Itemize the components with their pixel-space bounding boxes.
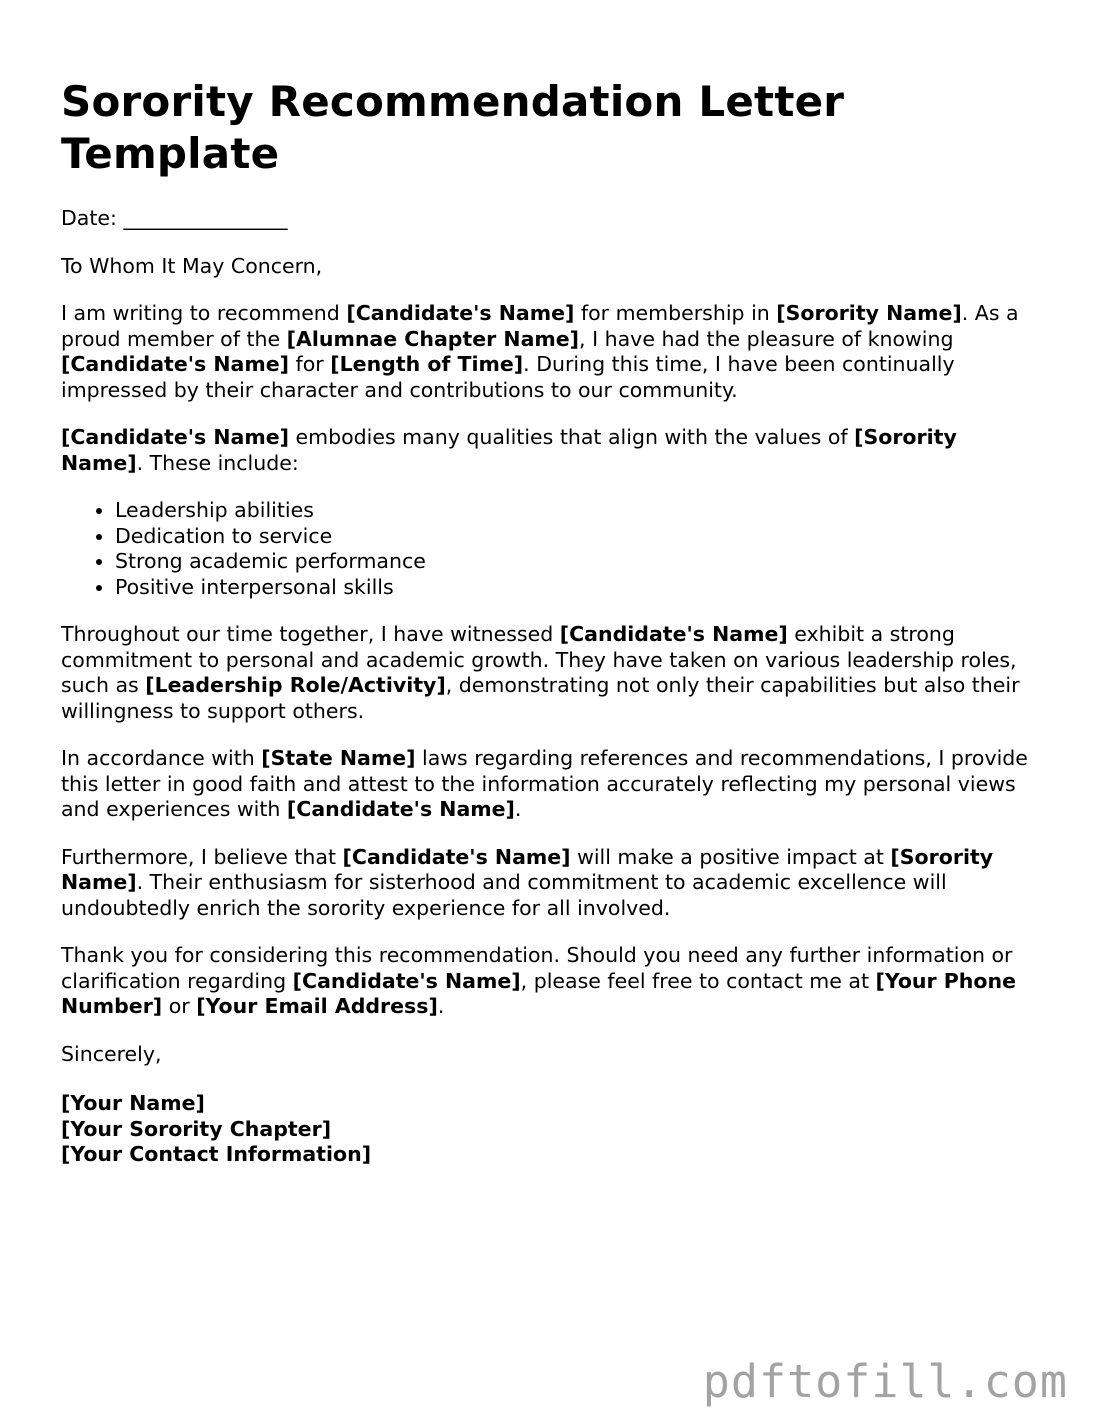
text-run: , I have had the pleasure of knowing: [579, 326, 954, 351]
text-run: . During this time, I have been continually impressed by their character and contributions to our community.: [61, 352, 955, 402]
impact-paragraph: [61, 845, 1046, 922]
growth-paragraph: [61, 622, 1046, 724]
contact-paragraph: [61, 943, 1046, 1020]
list-item: • Leadership abilities: [115, 498, 1046, 524]
date-label: Date:: [61, 206, 117, 230]
text-run: embodies many qualities that align with the values of: [289, 425, 855, 449]
text-run: . These include:: [136, 450, 299, 475]
placeholder-sorority-name: [Sorority Name]: [61, 844, 994, 894]
text-run: , demonstrating not only their capabilities but also their willingness to support others.: [61, 673, 1020, 723]
closing: Sincerely,: [61, 1041, 162, 1066]
text-run: Thank you for considering this recommendation. Should you need any further information or clarification regarding: [61, 943, 1013, 993]
legal-paragraph: [61, 746, 1046, 823]
text-run: for membership in: [574, 301, 777, 325]
qualities-paragraph: [61, 425, 1046, 476]
text-run: or: [162, 994, 197, 1018]
text-run: , please feel free to contact me at: [520, 968, 876, 993]
placeholder-alumnae-chapter: [Alumnae Chapter Name]: [286, 326, 580, 351]
placeholder-candidate-name: [Candidate's Name]: [559, 622, 788, 646]
text-run: will make a positive impact at: [570, 844, 891, 869]
placeholder-sorority-name: [Sorority Name]: [776, 301, 962, 325]
text-run: laws regarding references and recommendations, I provide this letter in good faith and attest to the information accurately reflecting my personal views and experiences with: [61, 746, 1028, 821]
signature-chapter: [Your Sorority Chapter]: [61, 1116, 332, 1141]
list-item: • Dedication to service: [115, 524, 1046, 550]
text-run: In accordance with: [61, 746, 262, 770]
signature-name: [Your Name]: [61, 1091, 205, 1115]
text-run: Throughout our time together, I have witnessed: [61, 622, 560, 646]
signature-contact: [Your Contact Information]: [61, 1142, 372, 1166]
date-blank: ________________: [123, 206, 288, 230]
watermark: pdftofill.com: [702, 1355, 1068, 1408]
placeholder-length-of-time: [Length of Time]: [330, 352, 524, 376]
qualities-list: [61, 498, 1046, 600]
placeholder-candidate-name: [Candidate's Name]: [346, 301, 575, 325]
placeholder-candidate-name: [Candidate's Name]: [61, 425, 289, 449]
intro-paragraph: [61, 301, 1046, 403]
placeholder-phone-number: [Your Phone Number]: [61, 968, 1016, 1018]
placeholder-candidate-name: [Candidate's Name]: [61, 352, 289, 376]
placeholder-candidate-name: [Candidate's Name]: [286, 797, 515, 821]
placeholder-candidate-name: [Candidate's Name]: [292, 968, 521, 993]
signature-block: [61, 1091, 1046, 1168]
letter-page: [61, 76, 1046, 1168]
placeholder-leadership-role: [Leadership Role/Activity]: [145, 673, 446, 697]
salutation: To Whom It May Concern,: [61, 253, 323, 278]
text-run: for: [289, 352, 331, 376]
text-run: . Their enthusiasm for sisterhood and commitment to academic excellence will undoubtedly enrich the sorority experience for all involved.: [61, 870, 947, 920]
placeholder-sorority-name: [Sorority Name]: [61, 425, 957, 475]
list-item: • Strong academic performance: [115, 549, 1046, 575]
text-run: .: [437, 994, 445, 1018]
document-title: Sorority Recommendation Letter Template: [61, 77, 845, 178]
text-run: Furthermore, I believe that: [61, 844, 343, 869]
text-run: I am writing to recommend: [61, 301, 347, 325]
text-run: .: [514, 797, 522, 821]
date-line: [61, 206, 1046, 232]
placeholder-email-address: [Your Email Address]: [196, 994, 438, 1018]
placeholder-candidate-name: [Candidate's Name]: [342, 844, 571, 869]
text-run: exhibit a strong commitment to personal and academic growth. They have taken on various leadership roles, such as: [61, 622, 1017, 697]
text-run: . As a proud member of the: [61, 301, 1019, 351]
list-item: • Positive interpersonal skills: [115, 575, 1046, 601]
placeholder-state-name: [State Name]: [261, 746, 416, 770]
